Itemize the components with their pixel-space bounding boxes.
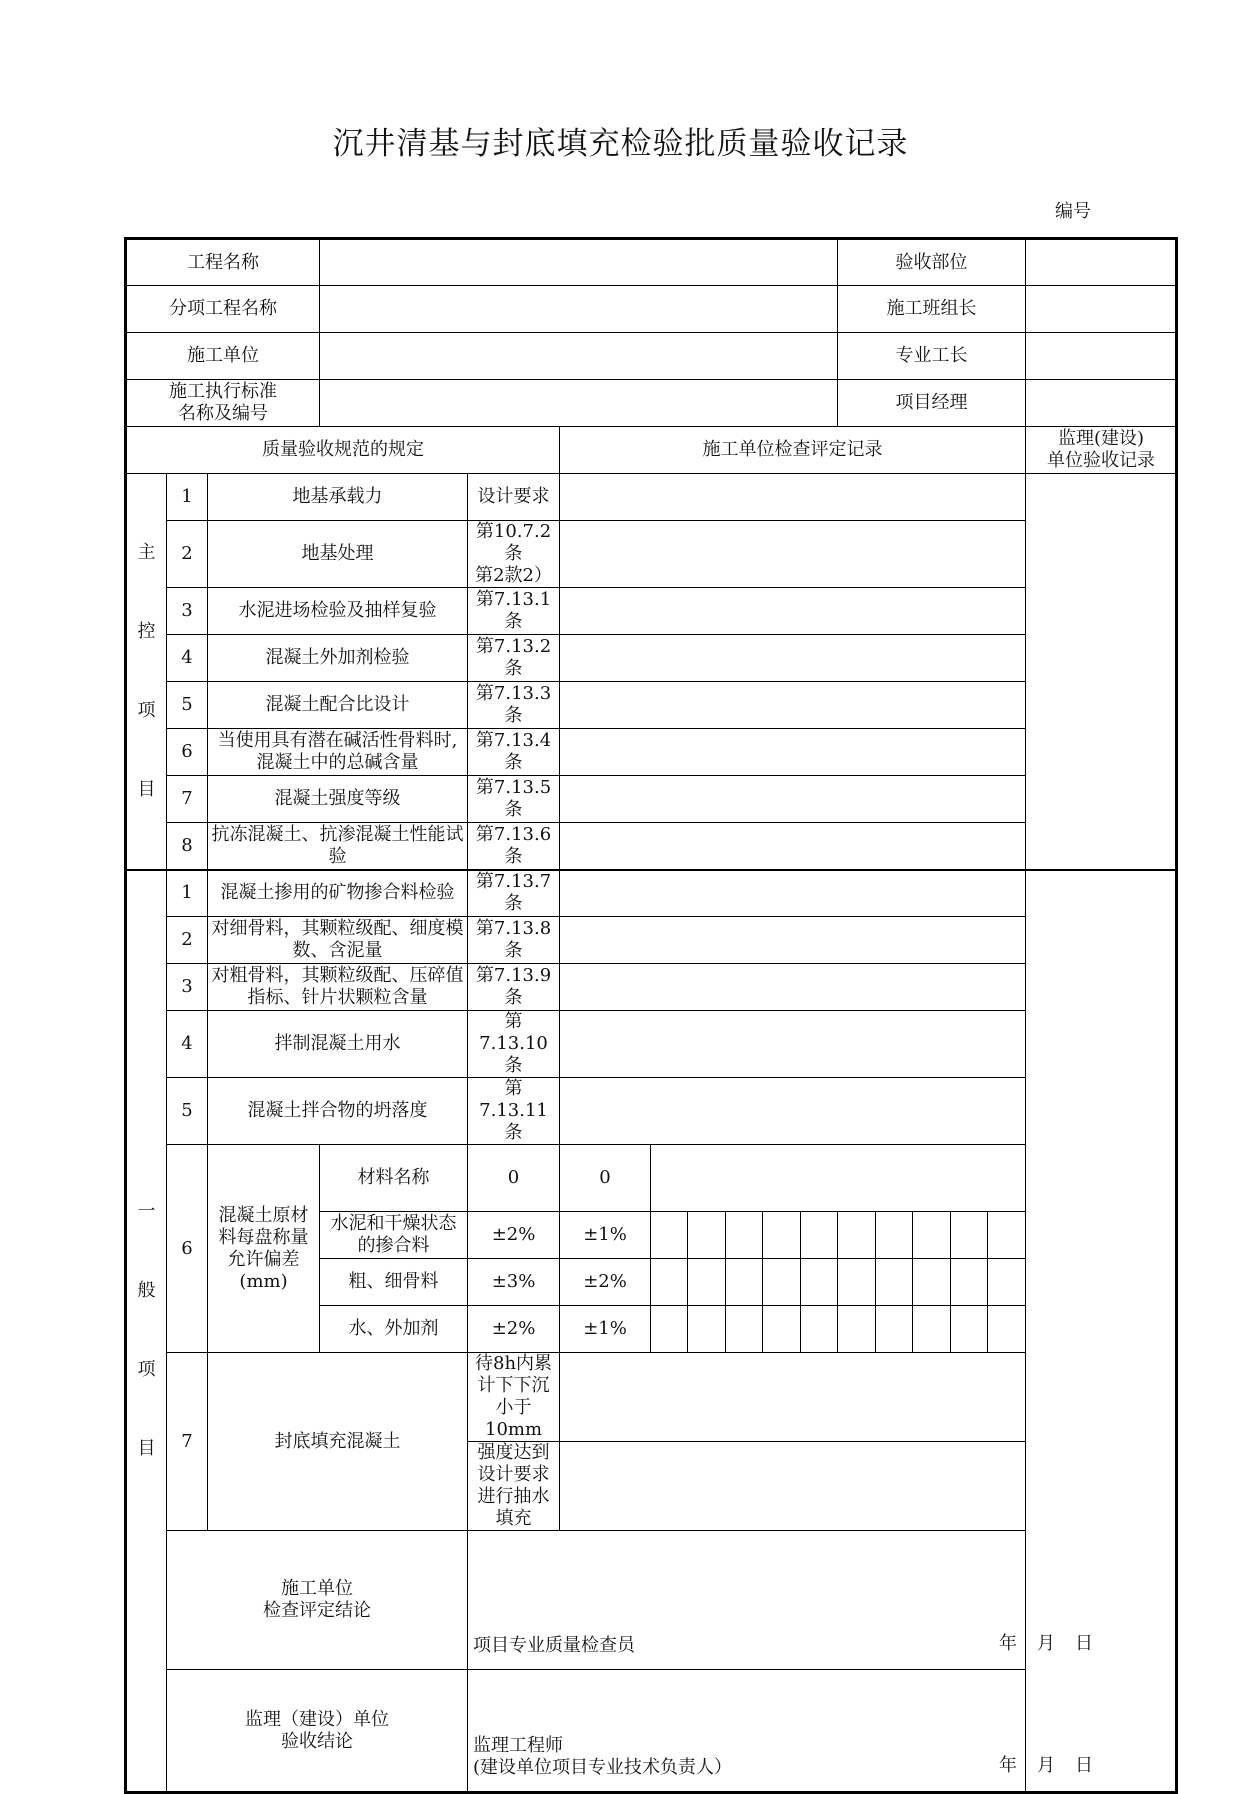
code-label: 编号 — [1055, 201, 1091, 222]
measure-cell[interactable] — [838, 1259, 876, 1306]
day-label: 日 — [1075, 1755, 1096, 1776]
item-clause: 第7.13.8条 — [468, 917, 560, 964]
item-record[interactable] — [560, 917, 1026, 964]
standard-label — [126, 380, 320, 427]
main-supervisor-record[interactable] — [1026, 474, 1177, 870]
material-name: 水、外加剂 — [320, 1306, 468, 1353]
item-record[interactable] — [560, 1011, 1026, 1078]
item-record[interactable] — [560, 823, 1026, 870]
item-name: 当使用具有潜在碱活性骨料时,混凝土中的总碱含量 — [208, 729, 468, 776]
measure-cell[interactable] — [726, 1306, 763, 1353]
measure-cell[interactable] — [951, 1259, 988, 1306]
measure-cell[interactable] — [726, 1212, 763, 1259]
item-clause: 第7.13.10条 — [468, 1011, 560, 1078]
standard-label-line1: 施工执行标准 — [169, 381, 278, 402]
item-name: 对粗骨料，其颗粒级配、压碎值指标、针片状颗粒含量 — [208, 964, 468, 1011]
material-value-a: 0 — [468, 1145, 560, 1212]
item-clause: 第7.13.4条 — [468, 729, 560, 776]
item-number: 2 — [167, 521, 208, 588]
supervisor-conclusion-line2: 验收结论 — [281, 1730, 354, 1752]
contractor-conclusion-line1: 施工单位 — [281, 1578, 354, 1599]
measure-cell[interactable] — [763, 1306, 801, 1353]
item-record[interactable] — [560, 776, 1026, 823]
item-number: 7 — [167, 776, 208, 823]
item-number: 1 — [167, 870, 208, 917]
item-name: 拌制混凝土用水 — [208, 1011, 468, 1078]
item-number: 6 — [167, 729, 208, 776]
measure-cell[interactable] — [651, 1212, 688, 1259]
material-header: 材料名称 — [320, 1145, 468, 1212]
item-name: 混凝土外加剂检验 — [208, 635, 468, 682]
contractor-date — [981, 1633, 1095, 1655]
measure-cell[interactable] — [838, 1212, 876, 1259]
item-record[interactable] — [560, 870, 1026, 917]
measure-cell[interactable] — [913, 1306, 951, 1353]
measure-cell[interactable] — [876, 1212, 913, 1259]
measure-cell[interactable] — [726, 1259, 763, 1306]
item-record[interactable] — [560, 635, 1026, 682]
material-name: 水泥和干燥状态的掺合料 — [320, 1212, 468, 1259]
contractor-conclusion-field[interactable] — [468, 1531, 1177, 1670]
item-clause: 第7.13.7条 — [468, 870, 560, 917]
item-number: 4 — [167, 635, 208, 682]
item-name: 抗冻混凝土、抗渗混凝土性能试验 — [208, 823, 468, 870]
measure-cell[interactable] — [913, 1259, 951, 1306]
item6-name: 混凝土原材料每盘称量允许偏差(mm) — [208, 1145, 320, 1353]
measure-cell[interactable] — [688, 1306, 726, 1353]
inspection-part-value[interactable] — [1026, 239, 1177, 286]
item-name: 混凝土强度等级 — [208, 776, 468, 823]
item-clause: 设计要求 — [468, 474, 560, 521]
item-number: 5 — [167, 682, 208, 729]
year-label: 年 — [999, 1633, 1020, 1654]
item-clause: 第7.13.1条 — [468, 588, 560, 635]
construction-unit-value[interactable] — [320, 333, 838, 380]
measure-cell[interactable] — [801, 1259, 838, 1306]
measure-cell[interactable] — [688, 1259, 726, 1306]
project-name-label: 工程名称 — [126, 239, 320, 286]
project-manager-label: 项目经理 — [838, 380, 1026, 427]
measure-cell[interactable] — [988, 1259, 1026, 1306]
engineer-line2: (建设单位项目专业技术负责人） — [473, 1757, 733, 1778]
foreman-label: 专业工长 — [838, 333, 1026, 380]
main-label-char: 控 — [137, 620, 156, 642]
inspection-part-label: 验收部位 — [838, 239, 1026, 286]
measure-cell[interactable] — [988, 1212, 1026, 1259]
item-clause: 第7.13.5条 — [468, 776, 560, 823]
item-name: 混凝土掺用的矿物掺合料检验 — [208, 870, 468, 917]
page-title: 沉井清基与封底填充检验批质量验收记录 — [332, 126, 909, 162]
item-clause: 第7.13.11条 — [468, 1078, 560, 1145]
item-record[interactable] — [560, 1442, 1026, 1531]
foreman-value[interactable] — [1026, 333, 1177, 380]
main-items-label — [126, 474, 167, 870]
supervisor-conclusion-label — [167, 1670, 468, 1793]
supervisor-conclusion-field[interactable] — [468, 1670, 1177, 1793]
supervisor-record-header — [1026, 427, 1177, 474]
item-record[interactable] — [651, 1145, 1177, 1212]
item-number: 7 — [167, 1353, 208, 1531]
spec-column-header: 质量验收规范的规定 — [126, 427, 560, 474]
year-label: 年 — [999, 1755, 1020, 1776]
construction-unit-label: 施工单位 — [126, 333, 320, 380]
item-number: 2 — [167, 917, 208, 964]
item-name: 封底填充混凝土 — [208, 1353, 468, 1531]
measure-cell[interactable] — [688, 1212, 726, 1259]
measure-cell[interactable] — [876, 1259, 913, 1306]
contractor-record-header: 施工单位检查评定记录 — [560, 427, 1026, 474]
measure-cell[interactable] — [913, 1212, 951, 1259]
item-number: 4 — [167, 1011, 208, 1078]
item-record[interactable] — [560, 1078, 1026, 1145]
measure-cell[interactable] — [763, 1212, 801, 1259]
item-record[interactable] — [560, 729, 1026, 776]
item7-requirement: 强度达到设计要求进行抽水填充 — [468, 1442, 560, 1531]
item-name: 混凝土拌合物的坍落度 — [208, 1078, 468, 1145]
tolerance-a: ±3% — [468, 1259, 560, 1306]
supervisor-date — [981, 1755, 1095, 1777]
item-number: 3 — [167, 964, 208, 1011]
item-number: 5 — [167, 1078, 208, 1145]
team-leader-value[interactable] — [1026, 286, 1177, 333]
main-label-char: 项 — [137, 699, 156, 721]
general-label-char: 一 — [137, 1201, 156, 1223]
contractor-conclusion-line2: 检查评定结论 — [263, 1600, 372, 1621]
standard-label-line2: 名称及编号 — [178, 403, 269, 424]
item-number: 3 — [167, 588, 208, 635]
material-value-b: 0 — [560, 1145, 651, 1212]
tolerance-b: ±2% — [560, 1259, 651, 1306]
month-label: 月 — [1037, 1633, 1058, 1654]
general-items-label — [126, 870, 167, 1793]
measure-cell[interactable] — [763, 1259, 801, 1306]
measure-cell[interactable] — [951, 1306, 988, 1353]
general-label-char: 项 — [137, 1359, 156, 1381]
tolerance-a: ±2% — [468, 1212, 560, 1259]
engineer-line1: 监理工程师 — [473, 1735, 564, 1756]
supervisor-header-line1: 监理(建设) — [1058, 428, 1145, 449]
supervisor-header-line2: 单位验收记录 — [1047, 450, 1156, 471]
item-name: 对细骨料，其颗粒级配、细度模数、含泥量 — [208, 917, 468, 964]
measure-cell[interactable] — [988, 1306, 1026, 1353]
supervising-engineer-label — [473, 1735, 732, 1779]
item-name: 地基处理 — [208, 521, 468, 588]
measure-cell[interactable] — [951, 1212, 988, 1259]
standard-value[interactable] — [320, 380, 838, 427]
tolerance-a: ±2% — [468, 1306, 560, 1353]
item-record[interactable] — [560, 1353, 1026, 1442]
project-manager-value[interactable] — [1026, 380, 1177, 427]
item-number: 8 — [167, 823, 208, 870]
item-number: 1 — [167, 474, 208, 521]
sub-project-value[interactable] — [320, 286, 838, 333]
item7-requirement: 待8h内累计下下沉小于10mm — [468, 1353, 560, 1442]
measure-cell[interactable] — [651, 1259, 688, 1306]
item-record[interactable] — [560, 521, 1026, 588]
item-clause: 第7.13.3条 — [468, 682, 560, 729]
day-label: 日 — [1075, 1633, 1096, 1654]
supervisor-conclusion-line1: 监理（建设）单位 — [245, 1708, 390, 1730]
main-label-char: 主 — [137, 541, 156, 563]
item-name: 地基承载力 — [208, 474, 468, 521]
main-label-char: 目 — [137, 778, 156, 800]
item-clause: 第7.13.2条 — [468, 635, 560, 682]
item-record[interactable] — [560, 964, 1026, 1011]
general-label-char: 目 — [137, 1438, 156, 1460]
sub-project-label: 分项工程名称 — [126, 286, 320, 333]
tolerance-b: ±1% — [560, 1212, 651, 1259]
quality-inspector-label: 项目专业质量检查员 — [473, 1635, 636, 1656]
measure-cell[interactable] — [876, 1306, 913, 1353]
material-name: 粗、细骨料 — [320, 1259, 468, 1306]
item-number: 6 — [167, 1145, 208, 1353]
item-name: 水泥进场检验及抽样复验 — [208, 588, 468, 635]
general-label-char: 般 — [137, 1280, 156, 1302]
item-clause: 第7.13.6条 — [468, 823, 560, 870]
measure-cell[interactable] — [838, 1306, 876, 1353]
item-record[interactable] — [560, 588, 1026, 635]
measure-cell[interactable] — [801, 1212, 838, 1259]
contractor-conclusion-label — [167, 1531, 468, 1670]
inspection-form — [124, 237, 1178, 1794]
item-clause: 第10.7.2条 第2款2） — [468, 521, 560, 588]
tolerance-b: ±1% — [560, 1306, 651, 1353]
item-record[interactable] — [560, 682, 1026, 729]
project-name-value[interactable] — [320, 239, 838, 286]
item-clause: 第7.13.9条 — [468, 964, 560, 1011]
item-record[interactable] — [560, 474, 1026, 521]
measure-cell[interactable] — [651, 1306, 688, 1353]
team-leader-label: 施工班组长 — [838, 286, 1026, 333]
item-name: 混凝土配合比设计 — [208, 682, 468, 729]
month-label: 月 — [1037, 1755, 1058, 1776]
measure-cell[interactable] — [801, 1306, 838, 1353]
